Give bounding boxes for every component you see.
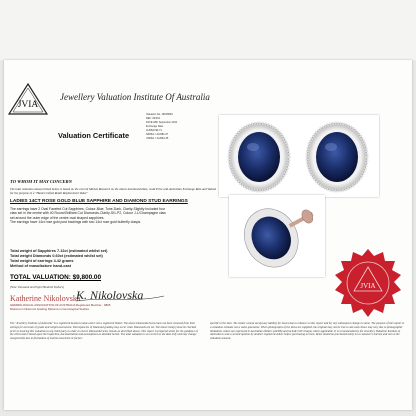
page-top-margin [0, 0, 416, 60]
earrings-front-photo [219, 115, 379, 197]
institute-name: Jewellery Valuation Institute Of Australia [60, 92, 210, 102]
item-title: LADIES 14CT ROSE GOLD BLUE SAPPHIRE AND DIAMOND STUD EARRINGS [10, 199, 188, 204]
legal-notice-left: The "Jewellery Institute of Australia" is a registered business name and is not a registered Valuer. The above Diamonds/Gems have not been removed from their settings for accurate of grade and weight assessment. Discrepancies of Diamond grading may occur when Diamonds are set. The above item(s) must be checked prior to insuring this valuation to any third party in order to ensure Diamonds/Gems remain as described above. This report is prepared solely for the guidance of the client and is based upon the inspection, documentation and assumptions as detailed herein. The total valuation is as current as the date only and may change unexpectedly due to fluctuation of market movement or factors [10, 321, 198, 341]
legal-notice-right: specific to the item. The valuer cannot accept any liability for losses due to reliance on this report and for any subsequent change in value. The purpose of this report is a valuation estimate not a value guarantee. When photographs of the items are supplied, the original may not be true to size and colour may vary due to photographic limitations values are expressed in Australian Dollars (AUD$) and include GST charges where applicable. It is recommended by the Jewellery Valuation Institute of Australia to seek a second opinion by another registered valuer before purchasing an item. Items should be purchased solely on a customer's interest and not on the valuation amount. [210, 321, 404, 341]
valuation-meta [146, 113, 210, 141]
seal-text: JVIA [360, 282, 376, 290]
meta-line: REF: 06/001 [146, 117, 161, 120]
credential-line: Diploma in Diamond Grading Diploma in Gemological Studies [10, 306, 89, 311]
description-line: The earrings have 14ct rose gold post backings with two 14ct rose gold butterfly clasps. [10, 219, 142, 224]
spec-line: Total weight of earrings 4.42 grams [10, 259, 74, 263]
logo-text: JVIA [17, 100, 39, 110]
total-valuation-words: (Nine Thousand and Eight Hundred Dollars) [10, 285, 64, 289]
jvia-logo [8, 83, 48, 115]
meta-line: DATE 28th September 2021 [146, 121, 178, 124]
addressee: TO WHOM IT MAY CONCERN [10, 179, 72, 184]
earring-side-view [234, 195, 325, 277]
meta-line: Valuation No. 19915894 [146, 113, 173, 116]
meta-line: AUD$1=$0.74 [146, 129, 162, 132]
item-specs [10, 249, 160, 269]
left-earring [229, 123, 289, 191]
red-wax-seal [332, 247, 404, 319]
valuer-name: Katherine Nikolovska [10, 294, 81, 303]
earring-side-photo [229, 195, 325, 277]
spec-line: Total weight of Sapphires 7.12ct (estimated whilst set) [10, 249, 108, 253]
item-description [10, 207, 224, 224]
signature-text: K. Nikolovska [76, 288, 144, 302]
description-line: The earrings have 2 Oval Faceted Cut Sapphires, Colour-Blue, Tone-Dark, Clarity-Slightly Included four [10, 207, 166, 211]
description-line: claw set in the centre with 40 Round Brilliant Cut Diamonds-Clarity-SI1-P2, Colour J-L/Champagne claw [10, 211, 166, 216]
credential-line: GEMMOLOGICAL ASSOCIATION OF AUSTRALIA Registered Member - 9825 [10, 303, 111, 307]
valuer-credentials [10, 304, 110, 312]
total-valuation: TOTAL VALUATION: $9,800.00 [10, 274, 102, 281]
certificate-title: Valuation Certificate [58, 131, 130, 140]
meta-line: USD$1 = AUD$1.35 [146, 137, 169, 140]
meta-line: NZD$1 = AUD$1.07 [146, 133, 169, 136]
right-earring [307, 123, 367, 191]
meta-line: Exchange Rate [146, 125, 164, 128]
handwritten-signature [74, 287, 166, 303]
spec-line: Method of manufacture hand-cast [10, 264, 71, 268]
description-line: set around the outer edge of the centre oval shaped sapphires. [10, 215, 105, 220]
intro-text: The total valuation amount listed below is based on the current Market Research on the above-mentioned Date, Gold Price and Australian Exchange Rate and Valued for the purpose of a "Hand-Crafted Retail Replacement Value" [10, 187, 216, 195]
spec-line: Total weight Diamonds 0.60ct (estimated whilst set) [10, 254, 103, 258]
